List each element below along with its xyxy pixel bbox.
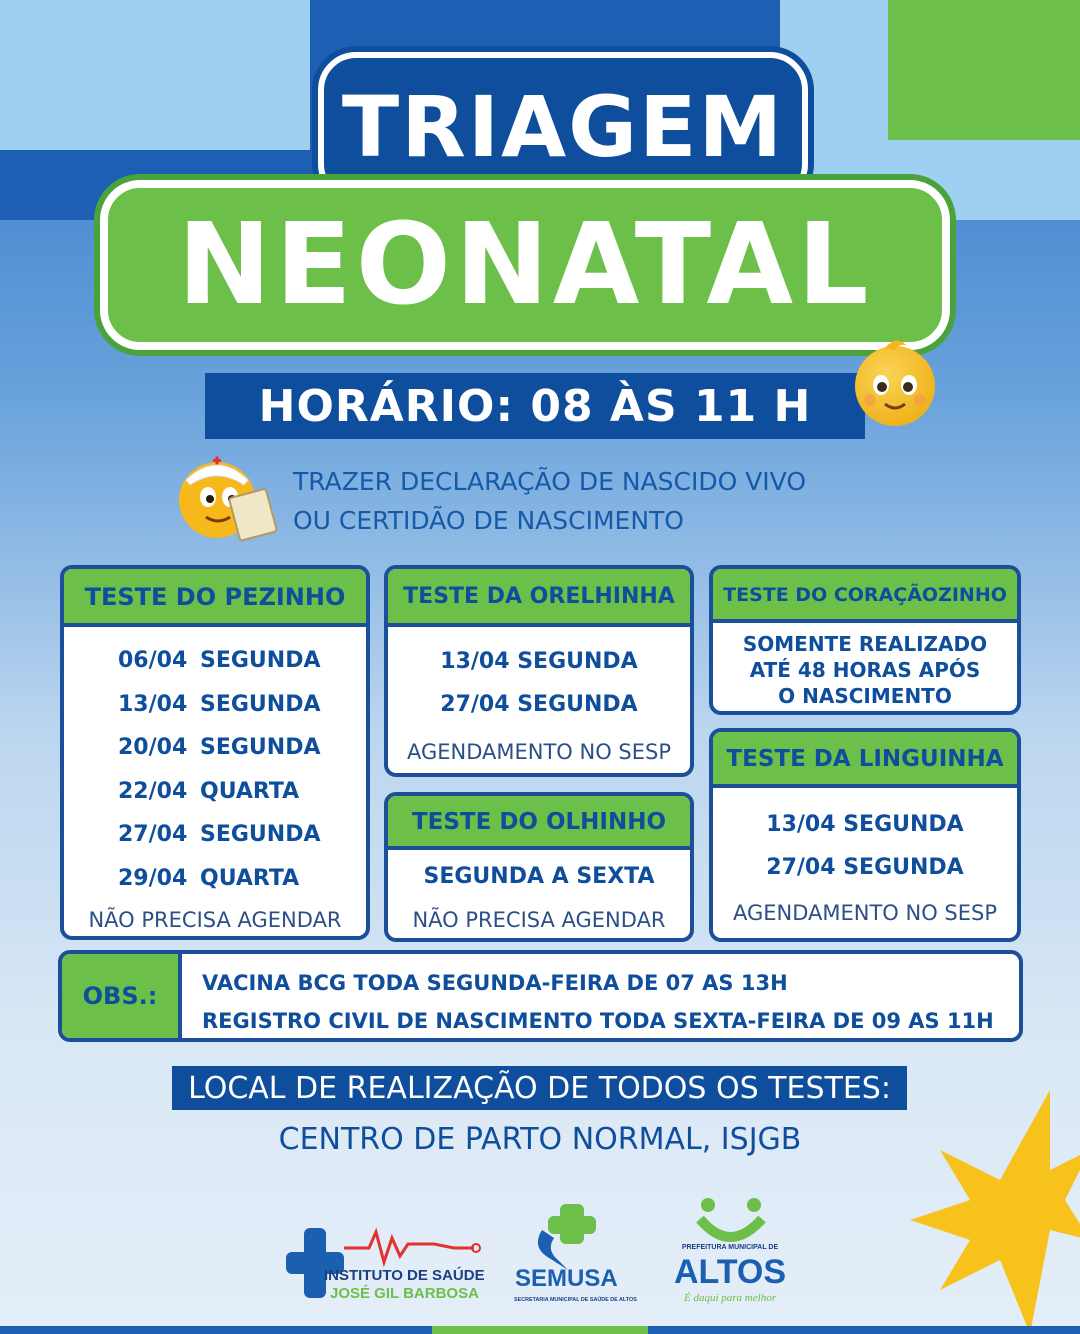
- card-teste-coracaozinho: [709, 565, 1021, 715]
- card-teste-pezinho: [60, 565, 370, 940]
- pezinho-row: [64, 857, 366, 901]
- orelhinha-row: 13/04 SEGUNDA: [440, 649, 638, 674]
- linguinha-note: AGENDAMENTO NO SESP: [732, 901, 998, 925]
- linguinha-row: 13/04 SEGUNDA: [766, 812, 964, 837]
- obs-label: OBS.:: [62, 954, 182, 1038]
- background-light-block-left: [0, 0, 310, 150]
- card-teste-olhinho: [384, 792, 694, 942]
- obs-line-bcg: VACINA BCG TODA SEGUNDA-FEIRA DE 07 AS 13H: [202, 971, 788, 995]
- coracao-line: O NASCIMENTO: [778, 684, 952, 708]
- obs-line-registro: REGISTRO CIVIL DE NASCIMENTO TODA SEXTA-FEIRA DE 09 AS 11H: [202, 1009, 994, 1033]
- trazer-line-1: TRAZER DECLARAÇÃO DE NASCIDO VIVO: [293, 467, 807, 496]
- title-neonatal: NEONATAL: [177, 200, 873, 330]
- card-olhinho-title: TESTE DO OLHINHO: [388, 796, 690, 850]
- bottom-color-bar: [0, 1326, 1080, 1334]
- title-neonatal-box: [100, 180, 950, 350]
- background-green-corner: [888, 0, 1080, 140]
- card-orelhinha-title: TESTE DA ORELHINHA: [388, 569, 690, 627]
- pezinho-day: SEGUNDA: [200, 691, 321, 717]
- trazer-line-2: OU CERTIDÃO DE NASCIMENTO: [293, 506, 684, 535]
- title-triagem: TRIAGEM: [341, 78, 785, 176]
- baby-emoji-icon: [845, 330, 945, 430]
- pezinho-row: [64, 770, 366, 814]
- pezinho-row: [64, 639, 366, 683]
- pezinho-day: SEGUNDA: [200, 648, 321, 674]
- card-pezinho-title: TESTE DO PEZINHO: [64, 569, 366, 627]
- local-place: CENTRO DE PARTO NORMAL, ISJGB: [278, 1122, 802, 1157]
- trazer-documentos-text: [293, 462, 806, 540]
- pezinho-date: 27/04: [118, 822, 188, 848]
- pezinho-day: QUARTA: [200, 778, 300, 804]
- pezinho-row: [64, 683, 366, 727]
- pezinho-day: SEGUNDA: [200, 735, 321, 761]
- horario-banner: [205, 373, 865, 439]
- orelhinha-row: 27/04 SEGUNDA: [440, 692, 638, 717]
- nurse-emoji-icon: [172, 445, 282, 545]
- horario-text: HORÁRIO: 08 ÀS 11 H: [258, 380, 812, 432]
- semusa-name: SEMUSA: [515, 1265, 618, 1292]
- orelhinha-note: AGENDAMENTO NO SESP: [406, 740, 672, 764]
- card-teste-linguinha: [709, 728, 1021, 942]
- semusa-logo: [512, 1200, 642, 1310]
- instituto-line1: INSTITUTO DE SAÚDE: [324, 1267, 485, 1284]
- semusa-sub: SECRETARIA MUNICIPAL DE SAÚDE DE ALTOS: [514, 1297, 637, 1303]
- altos-name: ALTOS: [673, 1253, 787, 1291]
- coracao-line: SOMENTE REALIZADO: [742, 632, 988, 656]
- pezinho-row: [64, 813, 366, 857]
- coracao-line: ATÉ 48 HORAS APÓS: [749, 658, 981, 682]
- altos-top: PREFEITURA MUNICIPAL DE: [681, 1244, 779, 1251]
- pezinho-note: NÃO PRECISA AGENDAR: [88, 908, 342, 932]
- card-coracao-title: TESTE DO CORAÇÃOZINHO: [713, 569, 1017, 623]
- pezinho-day: SEGUNDA: [200, 822, 321, 848]
- card-linguinha-title: TESTE DA LINGUINHA: [713, 732, 1017, 788]
- pezinho-day: QUARTA: [200, 865, 300, 891]
- instituto-saude-logo: [284, 1218, 494, 1308]
- local-heading: LOCAL DE REALIZAÇÃO DE TODOS OS TESTES:: [172, 1066, 907, 1110]
- pezinho-date: 22/04: [118, 778, 188, 804]
- linguinha-row: 27/04 SEGUNDA: [766, 855, 964, 880]
- olhinho-note: NÃO PRECISA AGENDAR: [412, 908, 666, 932]
- sunburst-star-icon: [900, 1090, 1080, 1334]
- altos-tagline: É daqui para melhor: [684, 1292, 776, 1304]
- olhinho-row: SEGUNDA A SEXTA: [423, 864, 655, 889]
- prefeitura-altos-logo: [668, 1195, 793, 1315]
- pezinho-date: 29/04: [118, 865, 188, 891]
- instituto-line2: JOSÉ GIL BARBOSA: [330, 1285, 479, 1302]
- pezinho-date: 20/04: [118, 735, 188, 761]
- pezinho-date: 13/04: [118, 691, 188, 717]
- pezinho-row: [64, 726, 366, 770]
- card-teste-orelhinha: [384, 565, 694, 777]
- obs-box: [58, 950, 1023, 1042]
- pezinho-date: 06/04: [118, 648, 188, 674]
